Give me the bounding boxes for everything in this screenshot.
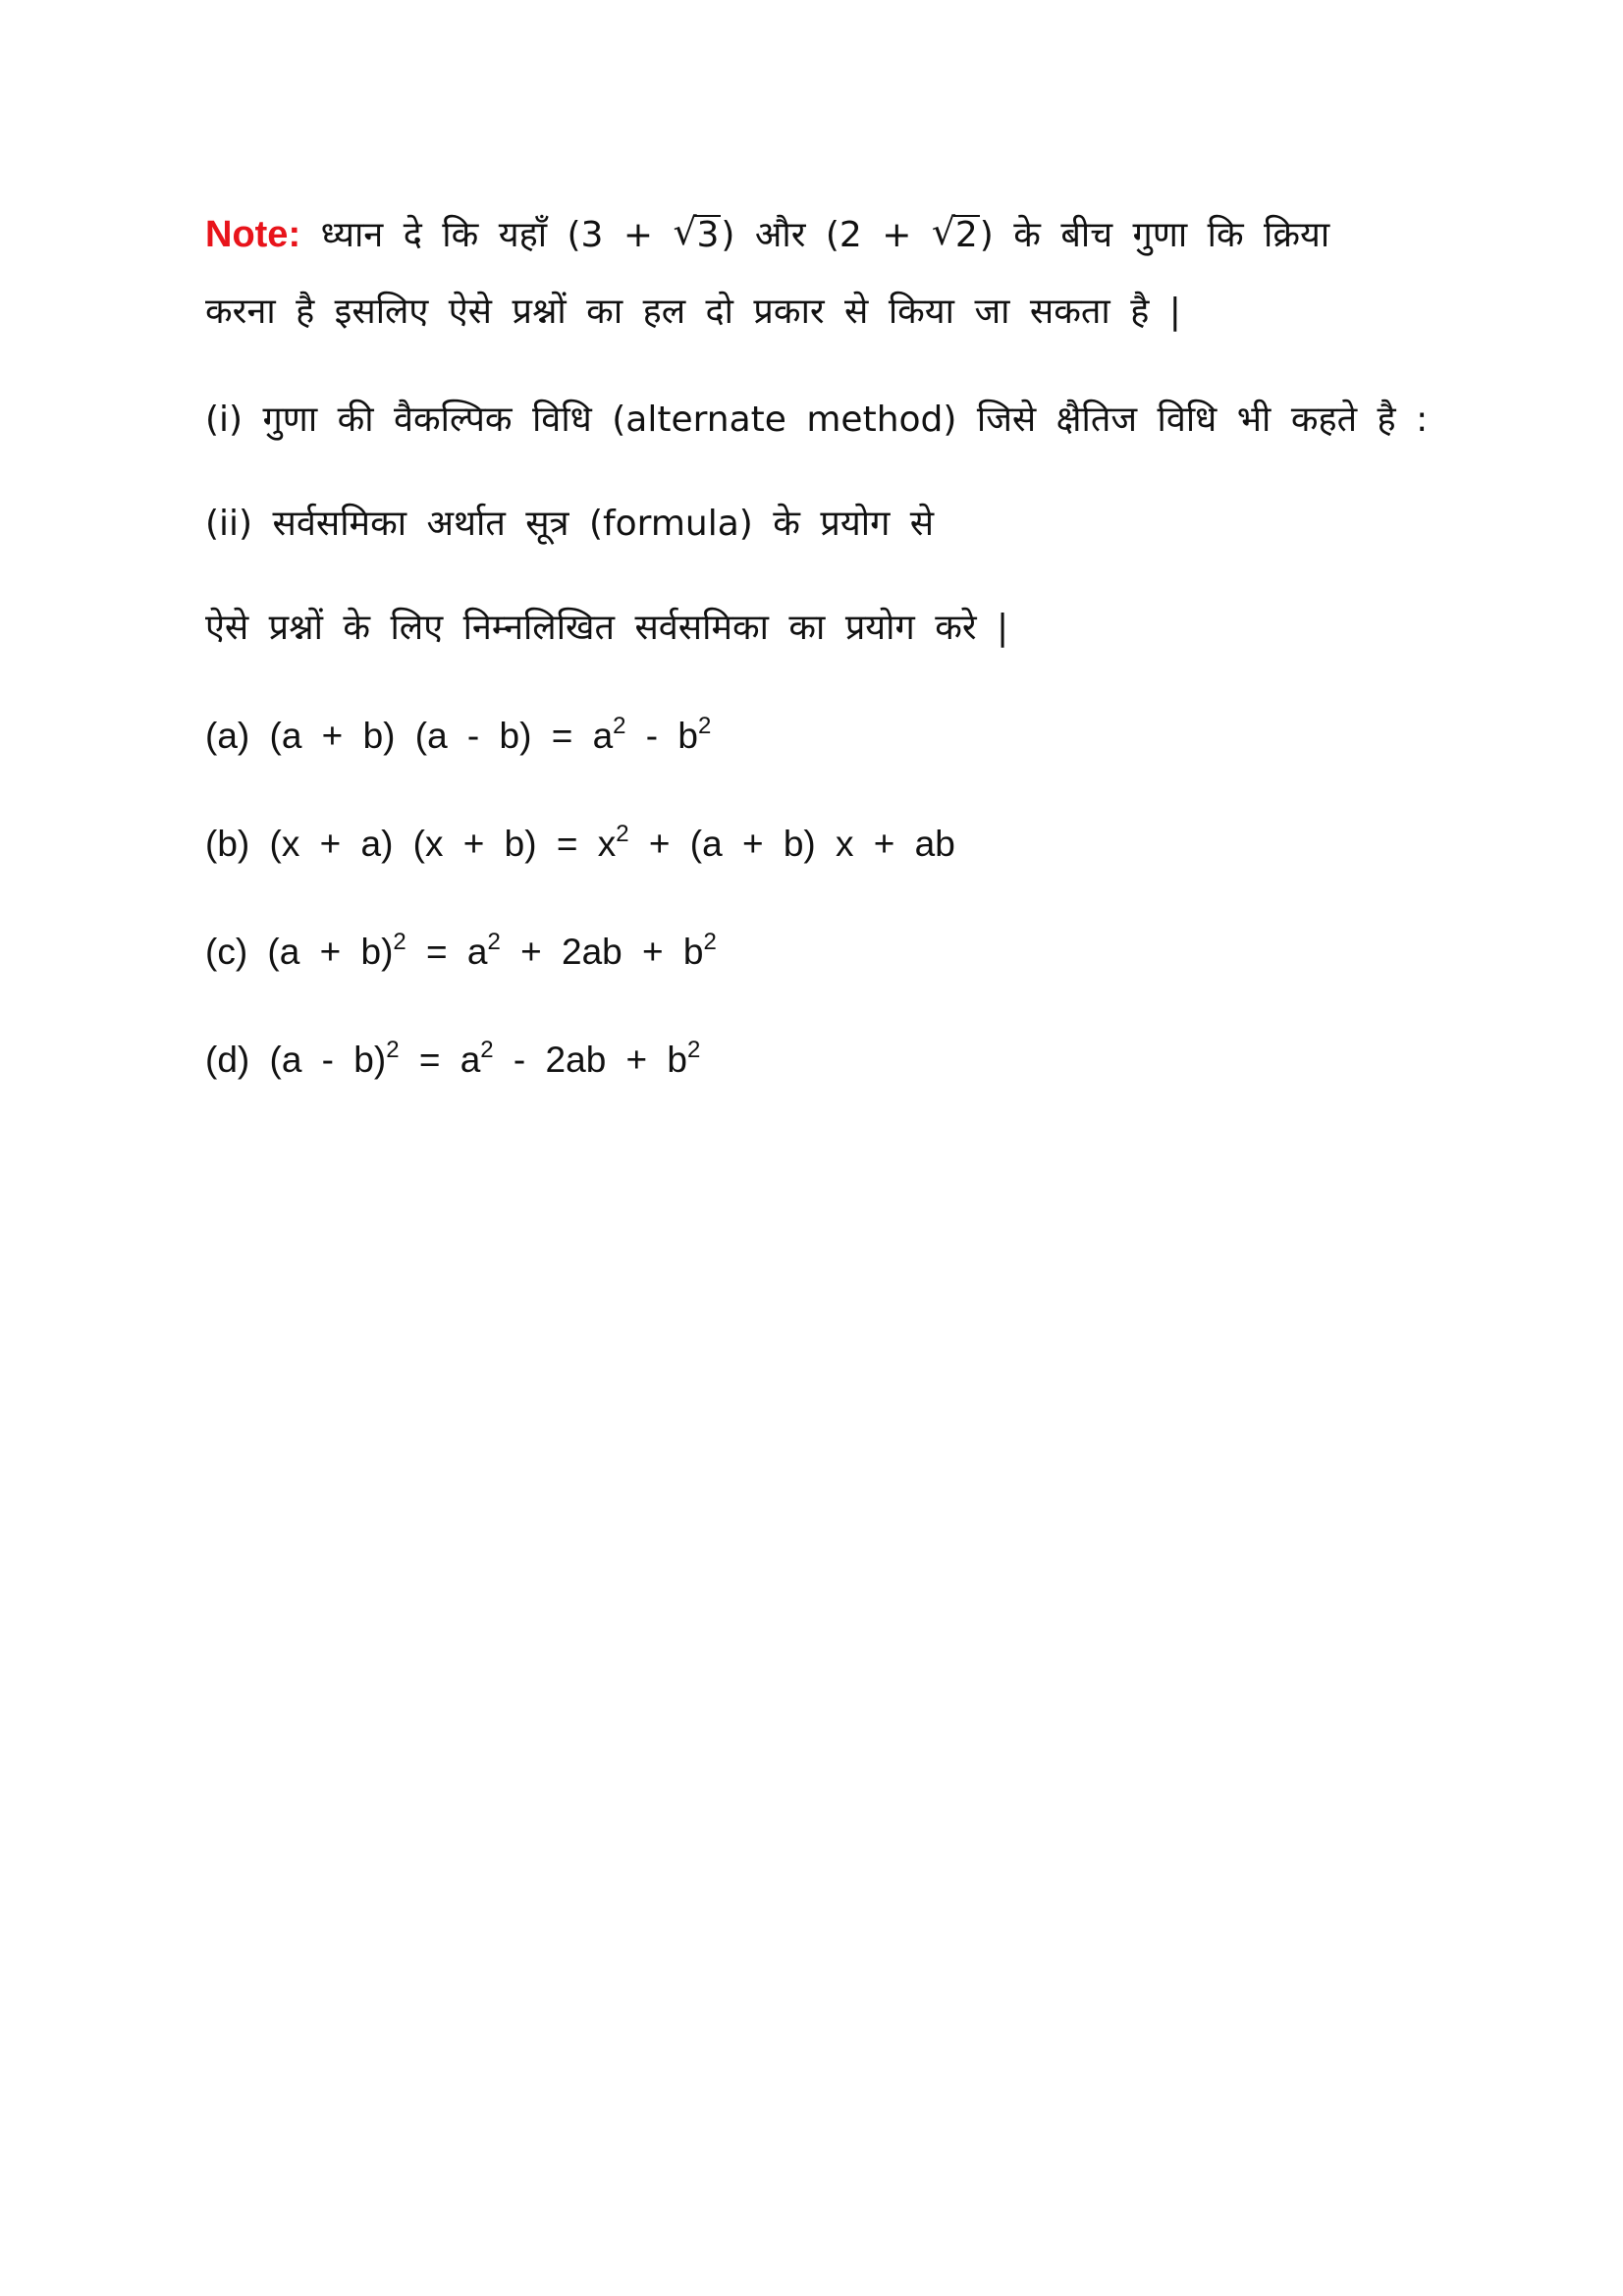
note-text-part3: ) के बीच गुणा कि क्रिया [979,215,1330,255]
radical-sign-icon: √ [673,210,697,253]
sqrt-two [932,197,980,274]
instruction-text: ऐसे प्रश्नों के लिए निम्नलिखित सर्वसमिका का प्रयोग करे | [205,608,1009,648]
formula-d-text: (d) (a - b) [205,1040,387,1080]
formula-c-exponent: 2 [703,929,717,955]
formula-b-text: (b) (x + a) (x + b) = x [205,824,617,864]
formula-a-text: - b [625,716,698,756]
page-content [205,196,1433,1098]
radicand-two: 2 [954,215,978,255]
sqrt-three [673,197,721,274]
formula-a-exponent: 2 [613,713,626,739]
formula-b-exponent: 2 [616,821,629,847]
formula-c-text: (c) (a + b) [205,932,394,972]
formula-a-exponent: 2 [698,713,712,739]
formula-c-text: + 2ab + b [500,932,704,972]
formula-c [205,914,1433,990]
formula-d [205,1022,1433,1098]
formula-d-exponent: 2 [386,1037,400,1063]
formula-b-text: + (a + b) x + ab [628,824,955,864]
formula-d-exponent: 2 [480,1037,494,1063]
formula-a [205,698,1433,774]
note-text-part2: ) और (2 + [721,215,912,255]
note-label: Note: [205,214,301,255]
radical-sign-icon: √ [931,210,956,253]
formula-d-text: = a [399,1040,481,1080]
note-text-part1: ध्यान दे कि यहाँ (3 + [320,215,654,255]
formula-d-exponent: 2 [687,1037,701,1063]
radicand-three: 3 [696,215,720,255]
method-item-i: (i) गुणा की वैकल्पिक विधि (alternate method) जिसे क्षैतिज विधि भी कहते है : [205,400,1429,440]
formula-c-exponent: 2 [487,929,501,955]
formula-c-text: = a [406,932,488,972]
formula-d-text: - 2ab + b [493,1040,688,1080]
formula-b [205,806,1433,882]
formula-c-exponent: 2 [393,929,406,955]
note-text-line2: करना है इसलिए ऐसे प्रश्नों का हल दो प्रकार से किया जा सकता है | [205,292,1181,332]
method-item-ii: (ii) सर्वसमिका अर्थात सूत्र (formula) के प्रयोग से [205,504,935,544]
note-paragraph [205,196,1433,350]
formula-a-text: (a) (a + b) (a - b) = a [205,716,614,756]
